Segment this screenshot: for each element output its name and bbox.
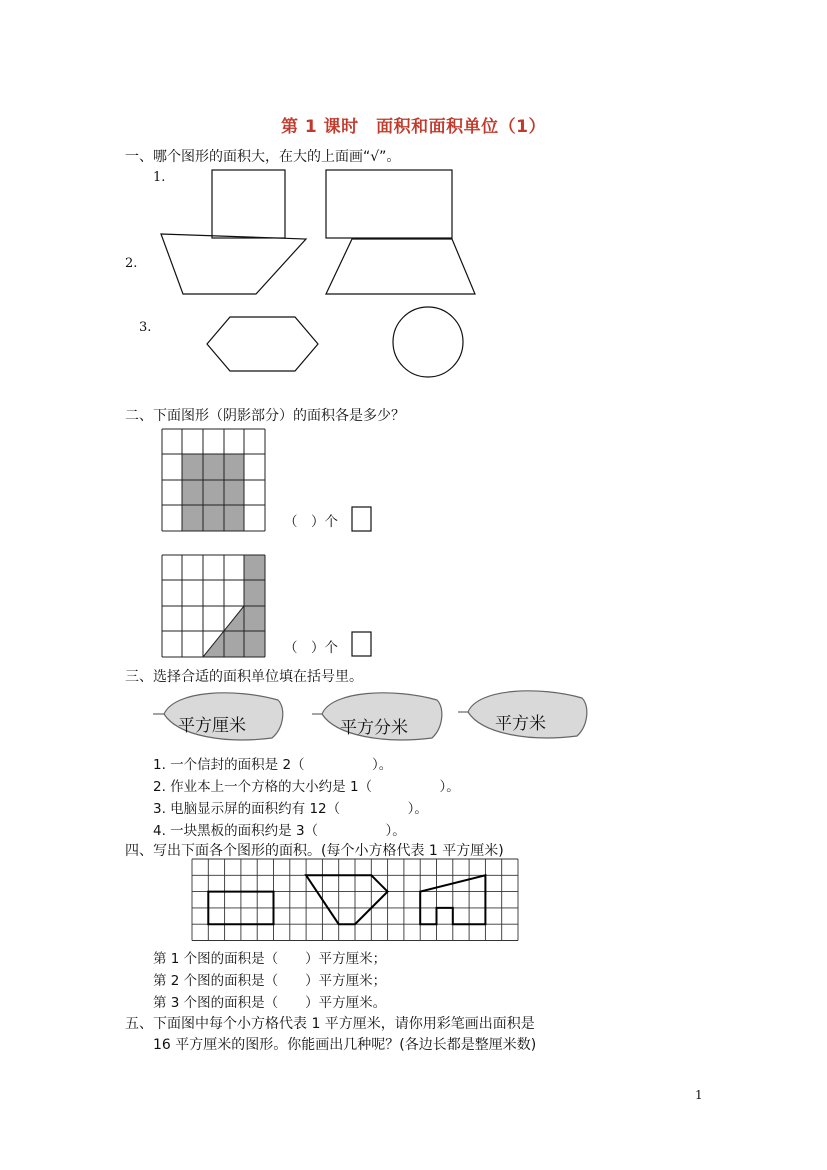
item-number-2: 2.	[125, 256, 138, 271]
leaf-label-1: 平方厘米	[178, 716, 246, 736]
section3-question-4: 4. 一块黑板的面积约是 3（ ）。	[153, 823, 406, 839]
leaf-label-3: 平方米	[495, 714, 546, 734]
section3-question-3: 3. 电脑显示屏的面积约有 12（ ）。	[153, 801, 428, 817]
section4-answer-1: 第 1 个图的面积是（ ）平方厘米；	[153, 951, 387, 967]
section3-question-1: 1. 一个信封的面积是 2（ ）。	[153, 757, 393, 773]
section4-answer-2: 第 2 个图的面积是（ ）平方厘米；	[153, 973, 387, 989]
section5-heading-line-2: 16 平方厘米的图形。你能画出几种呢？(各边长都是整厘米数)	[153, 1037, 537, 1053]
item-number-3: 3.	[139, 320, 152, 335]
section2-heading: 二、下面图形（阴影部分）的面积各是多少？	[125, 408, 405, 424]
section4-heading: 四、写出下面各个图形的面积。(每个小方格代表 1 平方厘米)	[125, 843, 504, 859]
section2-answer-1: （ ）个	[284, 514, 338, 530]
item-number-1: 1.	[153, 170, 166, 185]
section3-question-2: 2. 作业本上一个方格的大小约是 1（ ）。	[153, 779, 460, 795]
page-title: 第 1 课时 面积和面积单位（1）	[281, 117, 546, 137]
leaf-label-2: 平方分米	[340, 718, 408, 738]
section4-answer-3: 第 3 个图的面积是（ ）平方厘米。	[153, 995, 387, 1011]
area-figure-2	[306, 875, 388, 924]
section2-answer-2: （ ）个	[284, 640, 338, 656]
section3-heading: 三、选择合适的面积单位填在括号里。	[125, 669, 363, 685]
section5-heading-line-1: 五、下面图中每个小方格代表 1 平方厘米，请你用彩笔画出面积是	[125, 1016, 535, 1032]
section1-heading: 一、哪个图形的面积大，在大的上面画“√”。	[125, 149, 401, 165]
page-number: 1	[695, 1088, 703, 1102]
